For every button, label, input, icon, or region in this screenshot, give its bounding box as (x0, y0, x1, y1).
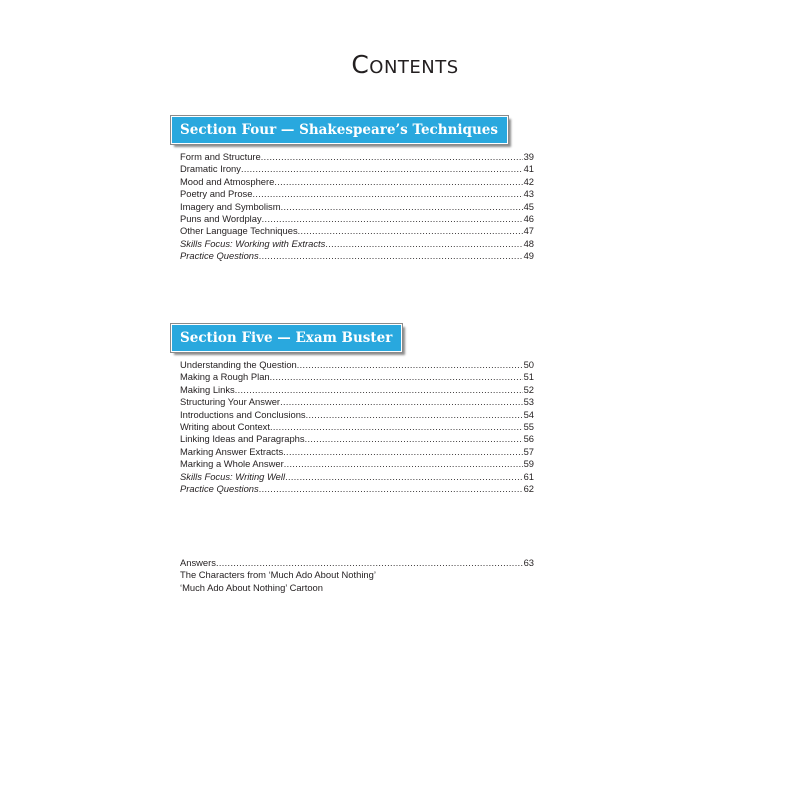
page-title: Contents (351, 50, 459, 79)
cartoon-entry[interactable]: ‘Much Ado About Nothing’ Cartoon (180, 581, 323, 593)
toc-entry[interactable] (180, 359, 534, 371)
toc-leader-dots (216, 557, 523, 569)
toc-entry-page: 53 (523, 396, 534, 408)
toc-entry-page: 63 (523, 557, 534, 568)
section-four-heading: Section Four — Shakespeare’s Techniques (171, 116, 508, 144)
toc-leader-dots (283, 446, 522, 458)
toc-entry-page: 56 (523, 433, 534, 445)
toc-leader-dots (281, 201, 523, 213)
toc-entry-label: Skills Focus: Working with Extracts (180, 237, 326, 249)
toc-entry-page: 55 (523, 420, 534, 432)
section-four-toc (180, 151, 534, 263)
characters-entry[interactable]: The Characters from ‘Much Ado About Nothing’ (180, 569, 376, 581)
toc-entry[interactable] (180, 201, 534, 213)
toc-leader-dots (252, 188, 522, 200)
toc-entry-page: 47 (523, 225, 534, 237)
section-five-toc (180, 359, 534, 495)
toc-entry-label: Mood and Atmosphere (180, 175, 275, 187)
toc-entry-page: 51 (523, 371, 534, 383)
toc-leader-dots (297, 359, 523, 371)
toc-entry[interactable] (180, 371, 534, 383)
toc-entry-label: Other Language Techniques (180, 225, 298, 237)
toc-entry-answers[interactable] (180, 557, 534, 569)
toc-leader-dots (262, 213, 523, 225)
toc-entry-label: Structuring Your Answer (180, 396, 281, 408)
toc-entry[interactable] (180, 384, 534, 396)
toc-entry[interactable] (180, 433, 534, 445)
toc-entry[interactable] (180, 250, 534, 262)
toc-leader-dots (284, 458, 523, 470)
toc-entry-label: Writing about Context (180, 420, 270, 432)
toc-entry-label: Marking a Whole Answer (180, 458, 284, 470)
section-four (171, 116, 535, 263)
toc-leader-dots (298, 225, 523, 237)
toc-entry-label: Making Links (180, 383, 235, 395)
toc-entry[interactable] (180, 163, 534, 175)
toc-entry-label: Marking Answer Extracts (180, 445, 284, 457)
toc-entry[interactable] (180, 421, 534, 433)
toc-entry-label: Making a Rough Plan (180, 371, 270, 383)
toc-entry[interactable] (180, 458, 534, 470)
toc-leader-dots (259, 483, 523, 495)
toc-leader-dots (241, 163, 523, 175)
toc-entry-page: 59 (523, 458, 534, 470)
toc-leader-dots (325, 238, 522, 250)
toc-entry-label: Form and Structure (180, 151, 261, 162)
toc-entry[interactable] (180, 409, 534, 421)
toc-entry-label: Practice Questions (180, 482, 259, 494)
toc-entry-page: 50 (523, 359, 534, 370)
toc-entry-page: 46 (523, 212, 534, 224)
toc-entry-page: 62 (523, 482, 534, 494)
toc-entry-page: 61 (523, 470, 534, 482)
toc-entry[interactable] (180, 471, 534, 483)
toc-entry-label: Introductions and Conclusions (180, 408, 306, 420)
toc-leader-dots (305, 433, 523, 445)
section-five (171, 324, 535, 495)
toc-entry-page: 54 (523, 408, 534, 420)
toc-entry[interactable] (180, 225, 534, 237)
toc-entry-page: 42 (523, 175, 534, 187)
toc-entry[interactable] (180, 176, 534, 188)
toc-leader-dots (261, 151, 523, 163)
toc-leader-dots (270, 421, 523, 433)
toc-leader-dots (274, 176, 522, 188)
toc-entry[interactable] (180, 483, 534, 495)
section-five-heading: Section Five — Exam Buster (171, 324, 402, 352)
toc-entry-label: Skills Focus: Writing Well (180, 470, 286, 482)
toc-entry-label: Puns and Wordplay (180, 212, 262, 224)
toc-leader-dots (270, 371, 523, 383)
toc-leader-dots (235, 384, 523, 396)
toc-entry-label: Poetry and Prose (180, 188, 253, 200)
toc-entry[interactable] (180, 213, 534, 225)
toc-entry-label: Imagery and Symbolism (180, 200, 281, 212)
toc-entry[interactable] (180, 151, 534, 163)
toc-entry[interactable] (180, 446, 534, 458)
extras-toc (180, 557, 534, 569)
extras-list (180, 557, 534, 594)
toc-entry-page: 41 (523, 163, 534, 175)
toc-leader-dots (259, 250, 523, 262)
toc-entry[interactable] (180, 396, 534, 408)
toc-leader-dots (285, 471, 523, 483)
toc-entry-page: 39 (523, 151, 534, 162)
toc-entry[interactable] (180, 238, 534, 250)
toc-entry-page: 45 (523, 200, 534, 212)
toc-entry-page: 49 (523, 250, 534, 262)
toc-entry-label: Practice Questions (180, 250, 259, 262)
toc-leader-dots (306, 409, 523, 421)
toc-entry[interactable] (180, 188, 534, 200)
toc-entry-page: 57 (523, 445, 534, 457)
toc-entry-page: 52 (523, 383, 534, 395)
toc-entry-label: Linking Ideas and Paragraphs (180, 433, 305, 445)
toc-entry-label: Understanding the Question (180, 359, 297, 370)
toc-entry-page: 48 (523, 237, 534, 249)
toc-entry-page: 43 (523, 188, 534, 200)
toc-entry-label: Dramatic Irony (180, 163, 241, 175)
toc-entry-label: Answers (180, 557, 216, 568)
toc-leader-dots (280, 396, 523, 408)
